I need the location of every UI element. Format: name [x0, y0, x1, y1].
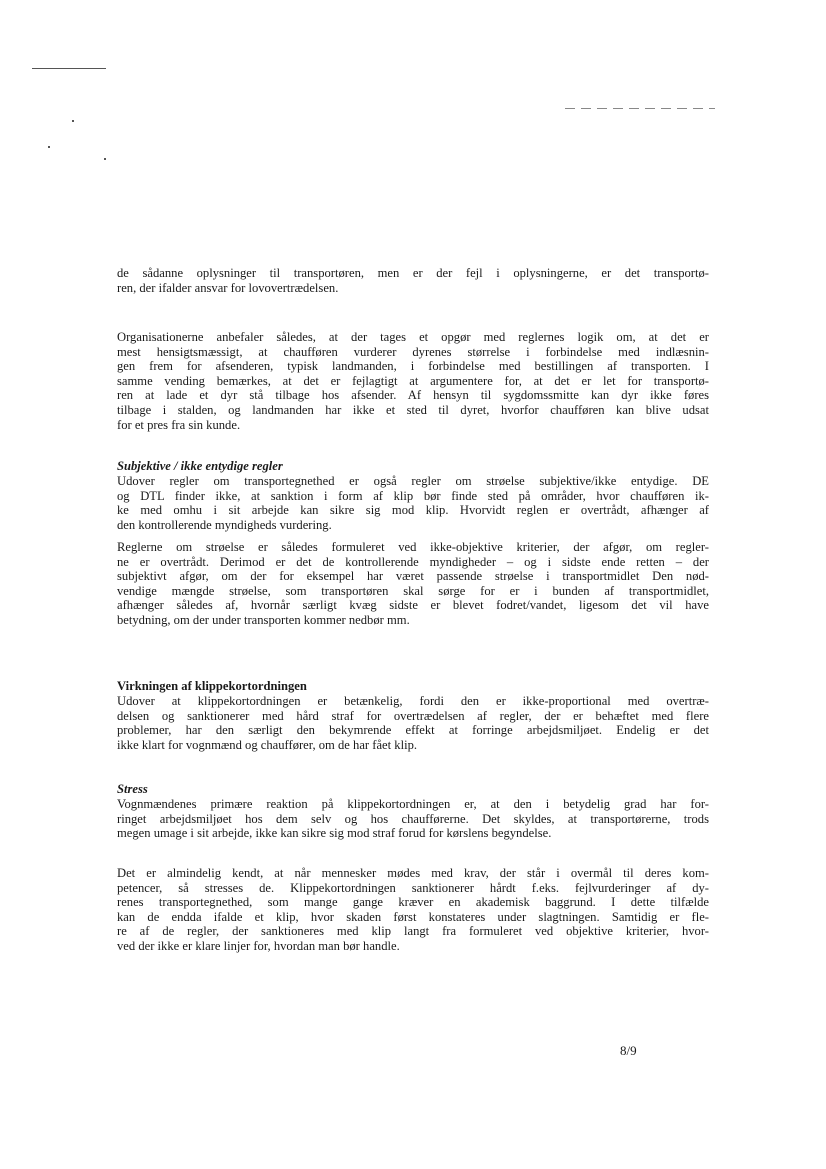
- paragraph-line: betydning, om der under transporten kommer nedbør mm.: [117, 612, 410, 627]
- paragraph: [117, 540, 709, 628]
- paragraph-line: ringet arbejdsmiljøet hos dem selv og hos chaufførerne. Det skyldes, at transportørerne, trods: [117, 811, 709, 826]
- paragraph-line: Det er almindelig kendt, at når mennesker mødes med krav, der står i overmål til deres kom-: [117, 866, 709, 880]
- paragraph-line: og DTL finder ikke, at sanktion i form af klip bør finde sted på områder, hvor chaufføren ik-: [117, 488, 709, 503]
- paragraph-line: tilbage i stalden, og landmanden har ikke et sted til dyret, hvorfor chaufføren kan blive udsat: [117, 402, 709, 417]
- section-heading: Subjektive / ikke entydige regler: [117, 459, 283, 473]
- paragraph-line: for et pres fra sin kunde.: [117, 417, 241, 432]
- paragraph-line: ikke klart for vognmænd og chauffører, om de har fået klip.: [117, 737, 418, 752]
- paragraph: [117, 694, 709, 752]
- paragraph: [117, 474, 709, 532]
- paragraph-line: Reglerne om strøelse er således formuleret ved ikke-objektive kriterier, der afgør, om regler-: [117, 540, 709, 554]
- paragraph-line: de sådanne oplysninger til transportøren, men er der fejl i oplysningerne, er det transportø-: [117, 266, 709, 280]
- paragraph-line: gen frem for afsenderen, typisk landmanden, i forbindelse med bestillingen af transporten. I: [117, 359, 709, 374]
- paragraph-line: delsen og sanktionerer med hård straf for overtrædelsen af regler, der er behæftet med flere: [117, 708, 709, 723]
- paragraph-line: subjektivt afgør, om der for eksempel har været passende strøelse i transportmidlet Den nød-: [117, 569, 709, 584]
- paragraph: [117, 866, 709, 954]
- paragraph-line: megen umage i sit arbejde, ikke kan sikre sig mod straf forud for kørslens begyndelse.: [117, 826, 552, 841]
- page-number: 8/9: [620, 1043, 637, 1058]
- scan-artifact-line: [32, 68, 106, 69]
- scan-artifact-dashes: [565, 108, 715, 109]
- section-heading: Stress: [117, 782, 148, 796]
- paragraph-line: ke med omhu i sit arbejde kan sikre sig mod klip. Hvorvidt reglen er overtrådt, afhænger af: [117, 503, 709, 518]
- paragraph-line: kan de endda ifalde et klip, hvor skaden først konstateres under slagtningen. Samtidig er fle-: [117, 909, 709, 924]
- paragraph-line: renes transportegnethed, som mange gange kræver en akademisk baggrund. I dette tilfælde: [117, 895, 709, 910]
- paragraph-line: Udover regler om transportegnethed er også regler om strøelse subjektive/ikke entydige. DE: [117, 474, 709, 488]
- paragraph: [117, 330, 709, 432]
- paragraph-line: re af de regler, der sanktioneres med klip langt fra formuleret ved objektive kriterier, hvor-: [117, 924, 709, 939]
- section-heading: Virkningen af klippekortordningen: [117, 679, 307, 693]
- scan-artifact-dot: [48, 146, 50, 148]
- paragraph-line: Udover at klippekortordningen er betænkelig, fordi den er ikke-proportional med overtræ-: [117, 694, 709, 708]
- paragraph-line: mest hensigtsmæssigt, at chaufføren vurderer dyrenes størrelse i forbindelse med indlæsnin-: [117, 344, 709, 359]
- paragraph-line: ren, der ifalder ansvar for lovovertrædelsen.: [117, 280, 339, 295]
- paragraph: [117, 266, 709, 295]
- paragraph-line: samme vending bemærkes, at det er fejlagtigt at argumentere for, at det er let for transportø-: [117, 373, 709, 388]
- paragraph-line: Organisationerne anbefaler således, at der tages et opgør med reglernes logik om, at det er: [117, 330, 709, 344]
- paragraph-line: ne er overtrådt. Derimod er det de kontrollerende myndigheder – og i sidste ende retten – der: [117, 554, 709, 569]
- paragraph-line: Vognmændenes primære reaktion på klippekortordningen er, at den i betydelig grad har for-: [117, 797, 709, 811]
- paragraph-line: den kontrollerende myndigheds vurdering.: [117, 517, 332, 532]
- paragraph-line: problemer, har den særligt den bekymrende effekt at forringe arbejdsmiljøet. Endelig er det: [117, 723, 709, 738]
- scan-artifact-dot: [104, 158, 106, 160]
- paragraph-line: afhænger således af, hvornår særligt kvæg sidste er blevet fodret/vandet, ligesom det vil have: [117, 598, 709, 613]
- paragraph-line: petencer, så stresses de. Klippekortordningen sanktionerer hårdt f.eks. fejlvurderinger af dy-: [117, 880, 709, 895]
- paragraph-line: ren at lade et dyr stå tilbage hos afsender. Af hensyn til sygdomssmitte kan dyr ikke føres: [117, 388, 709, 403]
- paragraph-line: vendige mængde strøelse, som transportøren skal sørge for er i bunden af transportmidlet,: [117, 583, 709, 598]
- scan-artifact-dot: [72, 120, 74, 122]
- paragraph-line: ved der ikke er klare linjer for, hvordan man bør handle.: [117, 938, 400, 953]
- paragraph: [117, 797, 709, 841]
